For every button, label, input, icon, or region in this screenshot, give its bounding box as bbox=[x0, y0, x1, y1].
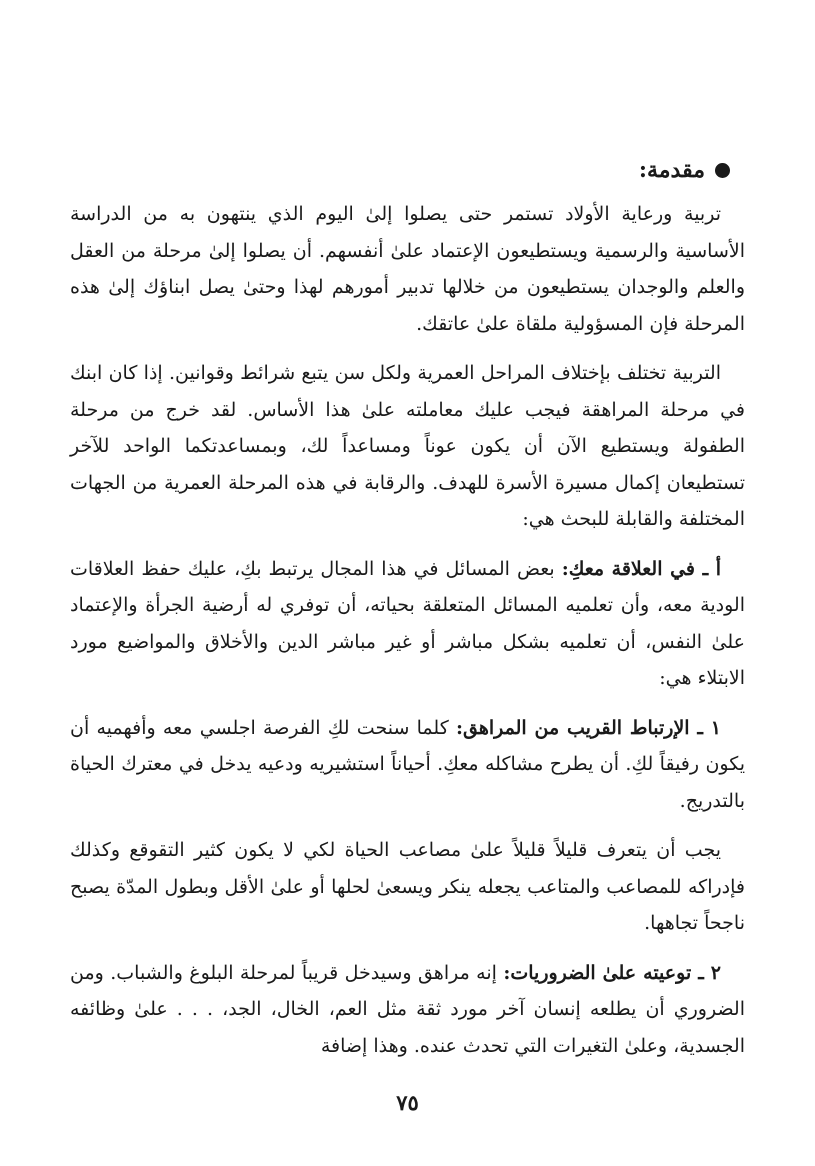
paragraph-text: تربية ورعاية الأولاد تستمر حتى يصلوا إلىٰ اليوم الذي ينتهون به من الدراسة الأساسية والرسمية ويستطيعون الإعتماد علىٰ أنفسهم. أن يصلوا إلىٰ مرحلة من العقل والعلم والوجدان يستطيعون من خلالها تدبير أمورهم لهذا وحتىٰ يصل ابناؤك إلىٰ هذه المرحلة فإن المسؤولية ملقاة علىٰ عاتقك. bbox=[70, 203, 745, 335]
paragraph-lead: أ ـ في العلاقة معكِ: bbox=[561, 557, 721, 580]
paragraph-relationship bbox=[70, 551, 745, 697]
page-number: ٧٥ bbox=[396, 1090, 419, 1115]
paragraph-text: يجب أن يتعرف قليلاً قليلاً علىٰ مصاعب الحياة لكي لا يكون كثير التقوقع وكذلك فإدراكه للمصاعب والمتاعب يجعله ينكر ويسعىٰ لحلها أو علىٰ الأقل وبطول المدّة يصبح ناجحاً تجاهها. bbox=[70, 839, 745, 934]
heading-text: مقدمة: bbox=[638, 157, 705, 183]
paragraph-upbringing-stages bbox=[70, 355, 745, 538]
page-content bbox=[70, 150, 745, 1077]
bullet-icon bbox=[715, 163, 730, 178]
paragraph-lead: ١ ـ الإرتباط القريب من المراهق: bbox=[455, 716, 721, 739]
paragraph-introduction bbox=[70, 196, 745, 342]
paragraph-text: بعض المسائل في هذا المجال يرتبط بكِ، عليك حفظ العلاقات الودية معه، وأن تعلميه المسائل المتعلقة بحياته، أن توفري له أرضية الجرأة والإعتماد علىٰ النفس، أن تعلميه بشكل مباشر أو غير مباشر الدين والأخلاق والمواضيع مورد الابتلاء هي: bbox=[70, 557, 745, 689]
paragraph-life-difficulties bbox=[70, 832, 745, 942]
paragraph-awareness bbox=[70, 955, 745, 1065]
paragraph-text: كلما سنحت لكِ الفرصة اجلسي معه وأفهميه أن يكون رفيقاً لكِ. أن يطرح مشاكله معكِ. أحياناً استشيريه ودعيه يدخل في معترك الحياة بالتدريج. bbox=[70, 716, 745, 812]
paragraph-lead: ٢ ـ توعيته علىٰ الضروريات: bbox=[503, 961, 721, 984]
paragraph-text: التربية تختلف بإختلاف المراحل العمرية ولكل سن يتبع شرائط وقوانين. إذا كان ابنك في مرحلة المراهقة فيجب عليك معاملته علىٰ هذا الأساس. لقد خرج من مرحلة الطفولة ويستطيع الآن أن يكون عوناً ومساعداً لك، وبمساعدتكما الواحد للآخر تستطيعان إكمال مسيرة الأسرة للهدف. والرقابة في هذه المرحلة العمرية من الجهات المختلفة والقابلة للبحث هي: bbox=[70, 362, 745, 530]
section-heading bbox=[70, 150, 730, 190]
paragraph-close-bond bbox=[70, 710, 745, 820]
paragraph-text: إنه مراهق وسيدخل قريباً لمرحلة البلوغ والشباب. ومن الضروري أن يطلعه إنسان آخر مورد ثقة مثل العم، الخال، الجد، . . . علىٰ وظائفه الجسدية، وعلىٰ التغيرات التي تحدث عنده. وهذا إضافة bbox=[70, 961, 745, 1057]
